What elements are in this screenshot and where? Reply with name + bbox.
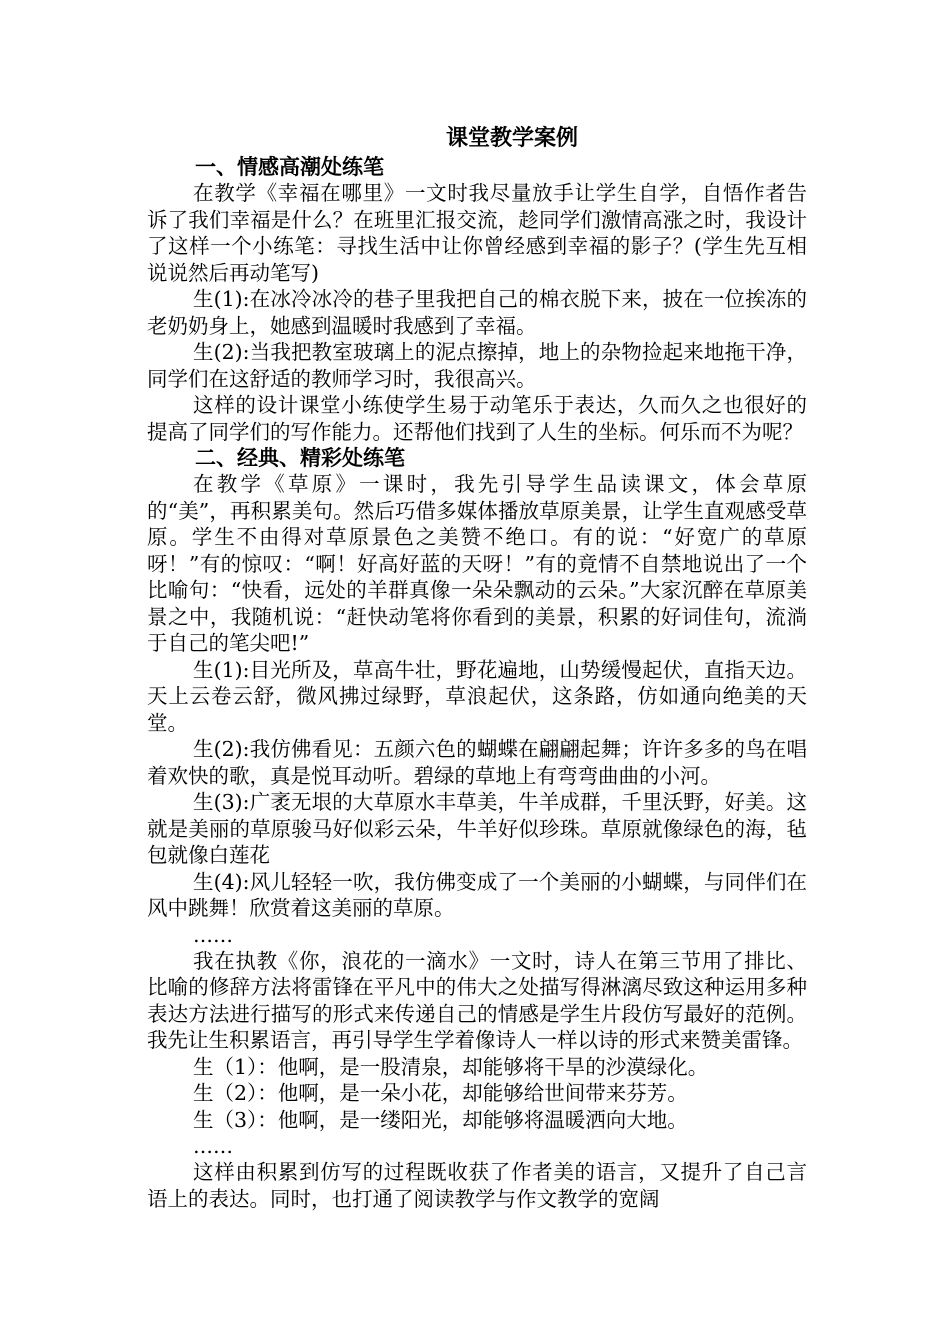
document-page: [147, 124, 807, 1212]
paragraph: 这样由积累到仿写的过程既收获了作者美的语言，又提升了自己言语上的表达。同时，也打通了阅读教学与作文教学的宽阔: [147, 1160, 807, 1211]
paragraph: 这样的设计课堂小练使学生易于动笔乐于表达，久而久之也很好的提高了同学们的写作能力。还帮他们找到了人生的坐标。何乐而不为呢？: [147, 393, 807, 444]
paragraph: 生(1):在冰冷冰冷的巷子里我把自己的棉衣脱下来，披在一位挨冻的老奶奶身上，她感到温暖时我感到了幸福。: [147, 287, 807, 338]
paragraph: 在教学《草原》一课时，我先引导学生品读课文，体会草原的“美”，再积累美句。然后巧借多媒体播放草原美景，让学生直观感受草原。学生不由得对草原景色之美赞不绝口。有的说：“好宽广的草原呀！”有的惊叹：“啊！好高好蓝的天呀！”有的竟情不自禁地说出了一个比喻句：“快看，远处的羊群真像一朵朵飘动的云朵。”大家沉醉在草原美景之中，我随机说：“赶快动笔将你看到的美景，积累的好词佳句，流淌于自己的笔尖吧!”: [147, 472, 807, 655]
ellipsis: ……: [193, 922, 233, 947]
paragraph: 生(3):广袤无垠的大草原水丰草美，牛羊成群，千里沃野，好美。这就是美丽的草原骏马好似彩云朵，牛羊好似珍珠。草原就像绿色的海，毡包就像白莲花: [147, 790, 807, 867]
paragraph: 生(4):风儿轻轻一吹，我仿佛变成了一个美丽的小蝴蝶，与同伴们在风中跳舞！欣赏着这美丽的草原。: [147, 869, 807, 920]
paragraph: 在教学《幸福在哪里》一文时我尽量放手让学生自学，自悟作者告诉了我们幸福是什么？在班里汇报交流，趁同学们激情高涨之时，我设计了这样一个小练笔：寻找生活中让你曾经感到幸福的影子？(学生先互相说说然后再动笔写): [147, 181, 807, 285]
section-heading-2: 二、经典、精彩处练笔: [195, 446, 405, 470]
document-title: 课堂教学案例: [445, 126, 578, 151]
section-heading-1: 一、情感高潮处练笔: [195, 155, 384, 179]
paragraph: 生（2）：他啊，是一朵小花，却能够给世间带来芬芳。: [193, 1081, 688, 1105]
paragraph: 生(2):我仿佛看见：五颜六色的蝴蝶在翩翩起舞；许许多多的鸟在唱着欢快的歌，真是悦耳动听。碧绿的草地上有弯弯曲曲的小河。: [147, 737, 807, 788]
paragraph: 我在执教《你，浪花的一滴水》一文时，诗人在第三节用了排比、比喻的修辞方法将雷锋在平凡中的伟大之处描写得淋漓尽致这种运用多种表达方法进行描写的形式来传递自己的情感是学生片段仿写最好的范例。我先让生积累语言，再引导学生学着像诗人一样以诗的形式来赞美雷锋。: [147, 948, 807, 1052]
paragraph: 生（3）：他啊，是一缕阳光，却能够将温暖洒向大地。: [193, 1107, 688, 1132]
ellipsis: ……: [193, 1134, 233, 1158]
paragraph: 生（1）：他啊，是一股清泉，却能够将干旱的沙漠绿化。: [193, 1054, 709, 1079]
paragraph: 生(2):当我把教室玻璃上的泥点擦掉，地上的杂物捡起来地拖干净，同学们在这舒适的教师学习时，我很高兴。: [147, 340, 807, 391]
paragraph: 生(1):目光所及，草高牛壮，野花遍地，山势缓慢起伏，直指天边。天上云卷云舒，微风拂过绿野，草浪起伏，这条路，仿如通向绝美的天堂。: [147, 657, 807, 735]
